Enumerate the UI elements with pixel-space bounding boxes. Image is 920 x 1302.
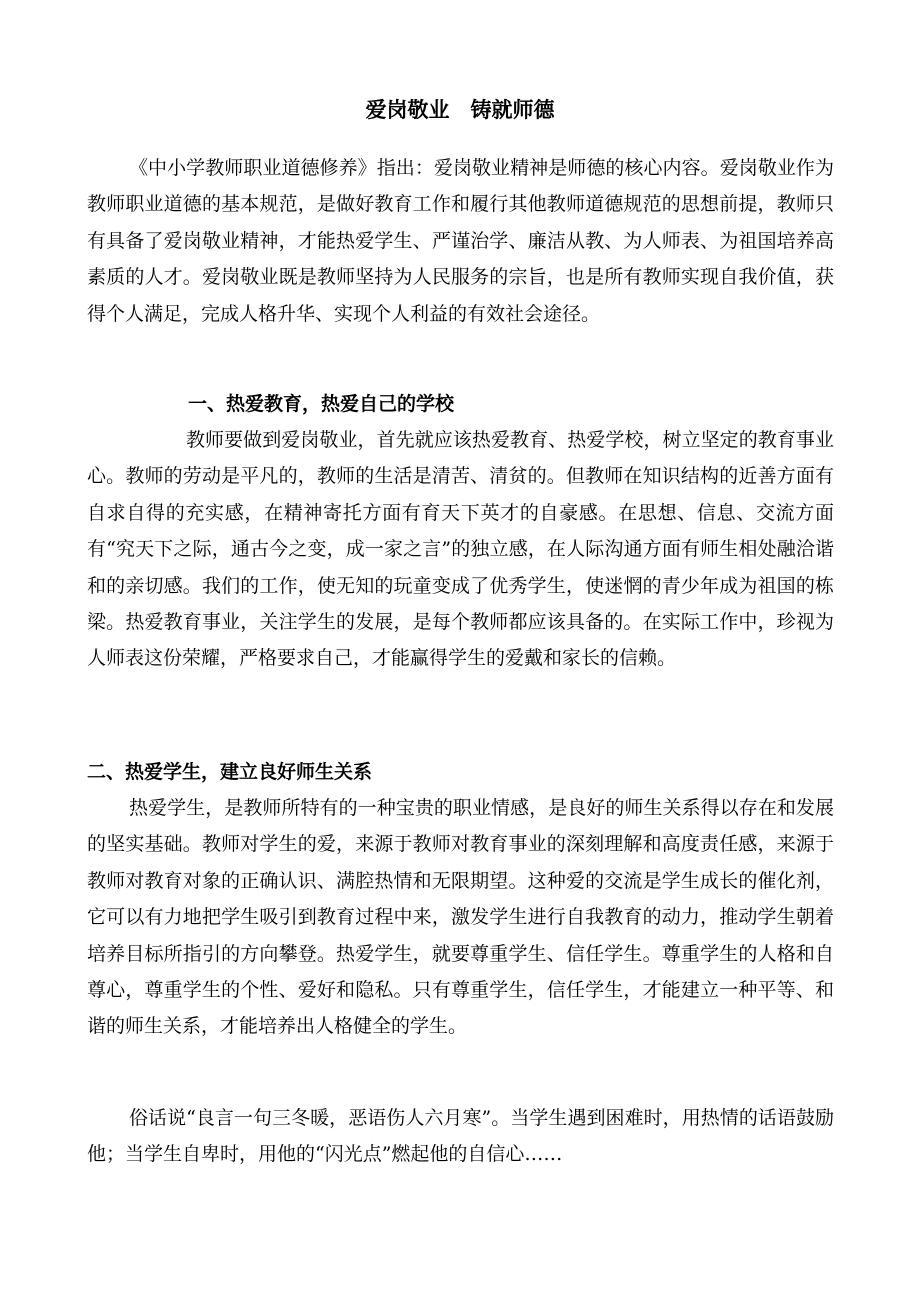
section-2-heading: 二、热爱学生，建立良好师生关系	[87, 761, 373, 783]
section-2-paragraph-2: 俗话说“良言一句三冬暖，恶语伤人六月寒”。当学生遇到困难时，用热情的话语鼓励他；当学生自卑时，用他的“闪光点”燃起他的自信心……	[87, 1107, 834, 1166]
section-1-paragraph: 教师要做到爱岗敬业，首先就应该热爱教育、热爱学校，树立坚定的教育事业心。教师的劳动是平凡的，教师的生活是清苦、清贫的。但教师在知识结构的近善方面有自求自得的充实感，在精神寄托方面有育天下英才的自豪感。在思想、信息、交流方面有“究天下之际，通古今之变，成一家之言”的独立感，在人际沟通方面有师生相处融洽谐和的亲切感。我们的工作，使无知的玩童变成了优秀学生，使迷惘的青少年成为祖国的栋梁。热爱教育事业，关注学生的发展，是每个教师都应该具备的。在实际工作中，珍视为人师表这份荣耀，严格要求自己，才能赢得学生的爱戴和家长的信赖。	[87, 429, 834, 670]
intro-paragraph: 《中小学教师职业道德修养》指出：爱岗敬业精神是师德的核心内容。爱岗敬业作为教师职业道德的基本规范，是做好教育工作和履行其他教师道德规范的思想前提，教师只有具备了爱岗敬业精神，才能热爱学生、严谨治学、廉洁从教、为人师表、为祖国培养高素质的人才。爱岗敬业既是教师坚持为人民服务的宗旨，也是所有教师实现自我价值，获得个人满足，完成人格升华、实现个人利益的有效社会途径。	[87, 157, 834, 325]
document-title: 爱岗敬业 铸就师德	[365, 97, 555, 122]
section-2-paragraph-1: 热爱学生，是教师所特有的一种宝贵的职业情感，是良好的师生关系得以存在和发展的坚实基础。教师对学生的爱，来源于教师对教育事业的深刻理解和高度责任感，来源于教师对教育对象的正确认识、满腔热情和无限期望。这种爱的交流是学生成长的催化剂，它可以有力地把学生吸引到教育过程中来，激发学生进行自我教育的动力，推动学生朝着培养目标所指引的方向攀登。热爱学生，就要尊重学生、信任学生。尊重学生的人格和自尊心，尊重学生的个性、爱好和隐私。只有尊重学生，信任学生，才能建立一种平等、和谐的师生关系，才能培养出人格健全的学生。	[87, 797, 834, 1038]
section-1-heading: 一、热爱教育，热爱自己的学校	[188, 393, 455, 415]
